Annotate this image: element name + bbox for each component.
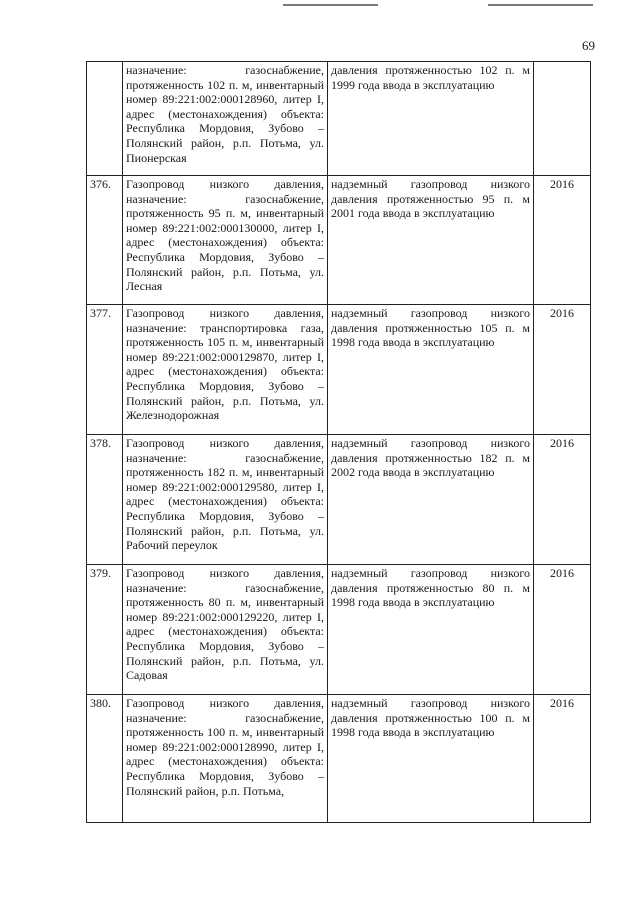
object-name: Газопровод низкого давления, назначение: газоснабжение, протяженность 182 п. м, инвентарный номер 89:221:002:000129580, литер I, адрес (местонахождения) объекта: Республика Мордовия, Зубово – Полянский район, р.п. Потьма, ул. Рабочий переулок [123, 435, 328, 565]
object-name: Газопровод низкого давления, назначение: газоснабжение, протяженность 95 п. м, инвентарный номер 89:221:002:000130000, литер I, адрес (местонахождения) объекта: Республика Мордовия, Зубово – Полянский район, р.п. Потьма, ул. Лесная [123, 176, 328, 305]
scan-mark-right [488, 4, 593, 6]
table-row [87, 565, 591, 695]
row-number: 376. [87, 176, 123, 305]
year [534, 62, 591, 176]
row-number [87, 62, 123, 176]
page-number: 69 [582, 38, 595, 53]
object-name: Газопровод низкого давления, назначение: газоснабжение, протяженность 80 п. м, инвентарный номер 89:221:002:000129220, литер I, адрес (местонахождения) объекта: Республика Мордовия, Зубово – Полянский район, р.п. Потьма, ул. Садовая [123, 565, 328, 695]
year: 2016 [534, 176, 591, 305]
scan-mark-left [283, 4, 378, 6]
row-number: 377. [87, 305, 123, 435]
object-description: надземный газопровод низкого давления протяженностью 182 п. м 2002 года ввода в эксплуатацию [328, 435, 534, 565]
table-row [87, 435, 591, 565]
table-row [87, 62, 591, 176]
object-description: надземный газопровод низкого давления протяженностью 105 п. м 1998 года ввода в эксплуатацию [328, 305, 534, 435]
object-name: Газопровод низкого давления, назначение: газоснабжение, протяженность 100 п. м, инвентарный номер 89:221:002:000128990, литер I, адрес (местонахождения) объекта: Республика Мордовия, Зубово – Полянский район, р.п. Потьма, [123, 695, 328, 823]
object-description: надземный газопровод низкого давления протяженностью 95 п. м 2001 года ввода в эксплуатацию [328, 176, 534, 305]
object-description: давления протяженностью 102 п. м 1999 года ввода в эксплуатацию [328, 62, 534, 176]
year: 2016 [534, 435, 591, 565]
object-description: надземный газопровод низкого давления протяженностью 100 п. м 1998 года ввода в эксплуатацию [328, 695, 534, 823]
row-number: 380. [87, 695, 123, 823]
year: 2016 [534, 305, 591, 435]
object-description: надземный газопровод низкого давления протяженностью 80 п. м 1998 года ввода в эксплуатацию [328, 565, 534, 695]
registry-table [86, 61, 591, 823]
row-number: 379. [87, 565, 123, 695]
table-row [87, 695, 591, 823]
object-name: назначение: газоснабжение, протяженность 102 п. м, инвентарный номер 89:221:002:000128960, литер I, адрес (местонахождения) объекта: Республика Мордовия, Зубово – Полянский район, р.п. Потьма, ул. Пионерская [123, 62, 328, 176]
row-number: 378. [87, 435, 123, 565]
year: 2016 [534, 565, 591, 695]
year: 2016 [534, 695, 591, 823]
table-row [87, 305, 591, 435]
table-row [87, 176, 591, 305]
object-name: Газопровод низкого давления, назначение: транспортировка газа, протяженность 105 п. м, инвентарный номер 89:221:002:000129870, литер I, адрес (местонахождения) объекта: Республика Мордовия, Зубово – Полянский район, р.п. Потьма, ул. Железнодорожная [123, 305, 328, 435]
